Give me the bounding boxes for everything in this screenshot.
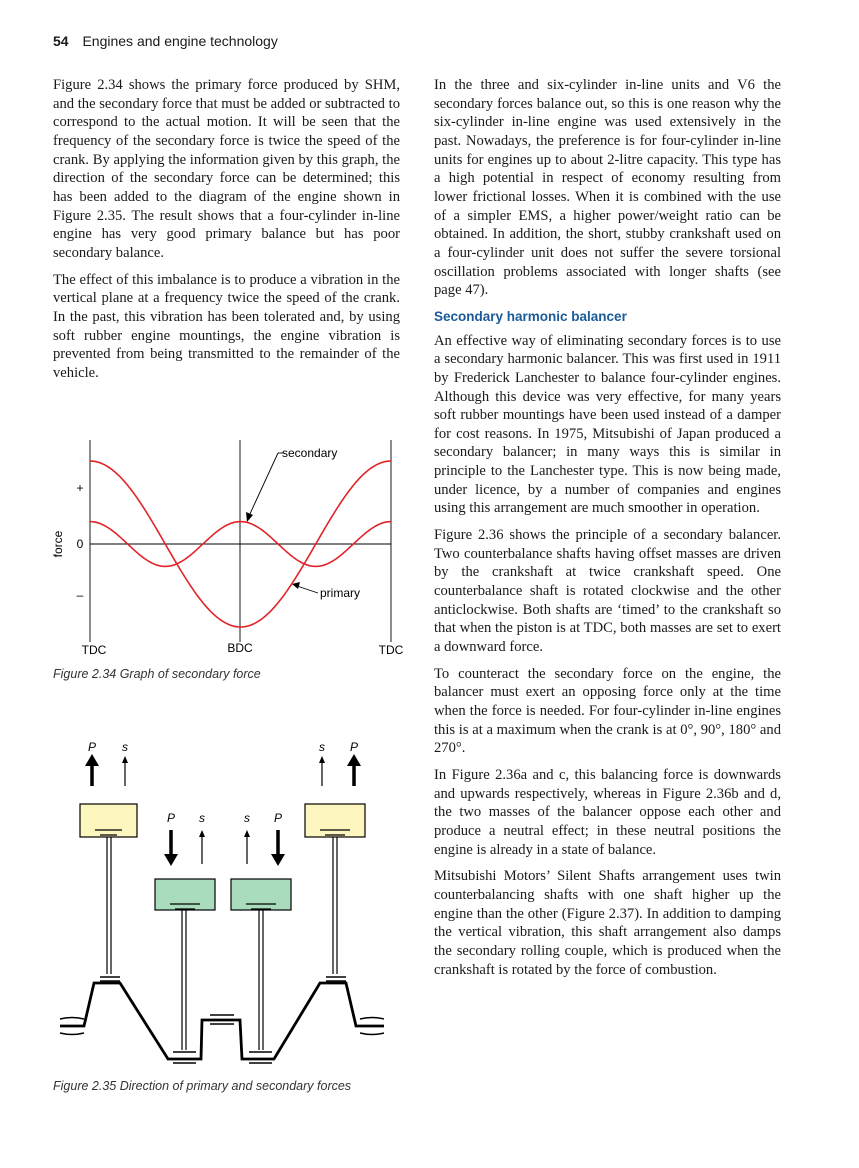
secondary-annotation: secondary — [282, 446, 338, 460]
c2-primary-arrow — [164, 830, 178, 866]
plus-label: + — [76, 481, 84, 495]
right-column — [434, 76, 781, 987]
c4-primary-label: P — [349, 740, 359, 754]
c3-primary-label: P — [273, 811, 283, 825]
c2-secondary-arrow — [199, 830, 205, 864]
c1-secondary-label: s — [122, 740, 128, 754]
page-header — [53, 33, 278, 49]
right-paragraph-1: In the three and six-cylinder in-line units and V6 the secondary forces balance out, so this is one reason why the six-cylinder in-line engine was used extensively in the past. Nowadays, the preference is for four-cylinder in-line units for engines up to about 2-litre capacity. This type has a high potential in respect of economy resulting from lower frictional losses. When it is combined with the use of a simpler EMS, a higher power/weight ratio can be obtained. In addition, the short, stubby crankshaft used on a four-cylinder unit does not suffer the severe torsional oscillation problems associated with longer shafts (see page 47). — [434, 77, 781, 299]
crankshaft — [60, 977, 384, 1063]
piston-4 — [305, 804, 365, 837]
left-paragraph-1: Figure 2.34 shows the primary force produced by SHM, and the secondary force that must be added or subtracted to correspond to the actual motion. It will be seen that the frequency of the secondary force is twice the speed of the crank. By applying the information given by this graph, the direction of the secondary force can be determined; this has been added to the diagram of the engine shown in Figure 2.35. The result shows that a four-cylinder in-line engine has very good primary balance but has poor secondary balance. — [53, 77, 400, 261]
section-heading: Secondary harmonic balancer — [434, 308, 627, 324]
c3-secondary-label: s — [244, 811, 250, 825]
piston-3 — [231, 879, 291, 910]
left-column — [53, 76, 400, 391]
minus-label: – — [76, 588, 84, 602]
secondary-annotation-line — [249, 453, 278, 516]
zero-label: 0 — [76, 537, 84, 551]
secondary-arrowhead — [246, 512, 253, 522]
right-paragraph-2: An effective way of eliminating secondary forces is to use a secondary harmonic balancer. This was first used in 1911 by Frederick Lanchester to balance four-cylinder engines. Although this device was very effective, for many years soft rubber mountings have been used instead of a damper for cost reasons. In 1975, Mitsubishi of Japan produced a secondary balancer; in many ways this is similar in principle to the Lanchester type. This is now being made, under licence, by a number of companies and engines using this arrangement are much smoother in operation. — [434, 332, 781, 517]
running-title: Engines and engine technology — [82, 33, 278, 49]
primary-annotation: primary — [320, 586, 361, 600]
primary-annotation-line — [297, 586, 318, 593]
c4-secondary-label: s — [319, 740, 325, 754]
left-paragraph-2: The effect of this imbalance is to produce a vibration in the vertical plane at a frequency twice the speed of the crank. In the past, this vibration has been tolerated and, by using soft rubber engine mountings, the engine vibration is prevented from being transmitted to the remainder of the vehicle. — [53, 271, 400, 381]
c1-secondary-arrow — [122, 756, 128, 786]
right-paragraph-4: To counteract the secondary force on the engine, the balancer must exert an opposing force only at the time when the force is needed. For four-cylinder in-line engines this is at a maximum when the crank is at 0°, 90°, 180° and 270°. — [434, 665, 781, 757]
c4-secondary-arrow — [319, 756, 325, 786]
figure-2-35-diagram — [50, 732, 400, 1072]
right-paragraph-3: Figure 2.36 shows the principle of a secondary balancer. Two counterbalance shafts having offset masses are driven by the crankshaft at twice crankshaft speed. One counterbalance shaft is rotated clockwise and the other anticlockwise. Both shafts are ‘timed’ to the crankshaft so that when the piston is at TDC, both masses are set to exert a downward force. — [434, 527, 781, 656]
c2-primary-label: P — [166, 811, 176, 825]
piston-2 — [155, 879, 215, 910]
c3-secondary-arrow — [244, 830, 250, 864]
x-label-tdc-right: TDC — [378, 643, 404, 657]
figure-2-34-graph — [50, 436, 410, 664]
right-paragraph-6: Mitsubishi Motors’ Silent Shafts arrangement uses twin counterbalancing shafts with one shaft higher up the engine than the other (Figure 2.37). In addition to damping the vertical vibration, this shaft arrangement also damps the secondary rolling couple, which is produced when the crankshaft is rotated by the force of combustion. — [434, 868, 781, 978]
c3-primary-arrow — [271, 830, 285, 866]
page-number: 54 — [53, 33, 69, 49]
c2-secondary-label: s — [199, 811, 205, 825]
y-axis-label: force — [51, 530, 65, 558]
x-label-bdc: BDC — [227, 641, 253, 655]
figure-2-34-caption: Figure 2.34 Graph of secondary force — [53, 667, 261, 681]
piston-1 — [80, 804, 137, 837]
c1-primary-arrow — [85, 754, 99, 786]
x-label-tdc-left: TDC — [81, 643, 107, 657]
right-paragraph-5: In Figure 2.36a and c, this balancing force is downwards and upwards respectively, whereas in Figure 2.36b and d, the two masses of the balancer oppose each other and produce a neutral effect; in these neutral positions the engine is already in a state of balance. — [434, 766, 781, 858]
figure-2-35-caption: Figure 2.35 Direction of primary and secondary forces — [53, 1079, 352, 1093]
c4-primary-arrow — [347, 754, 361, 786]
c1-primary-label: P — [87, 740, 97, 754]
